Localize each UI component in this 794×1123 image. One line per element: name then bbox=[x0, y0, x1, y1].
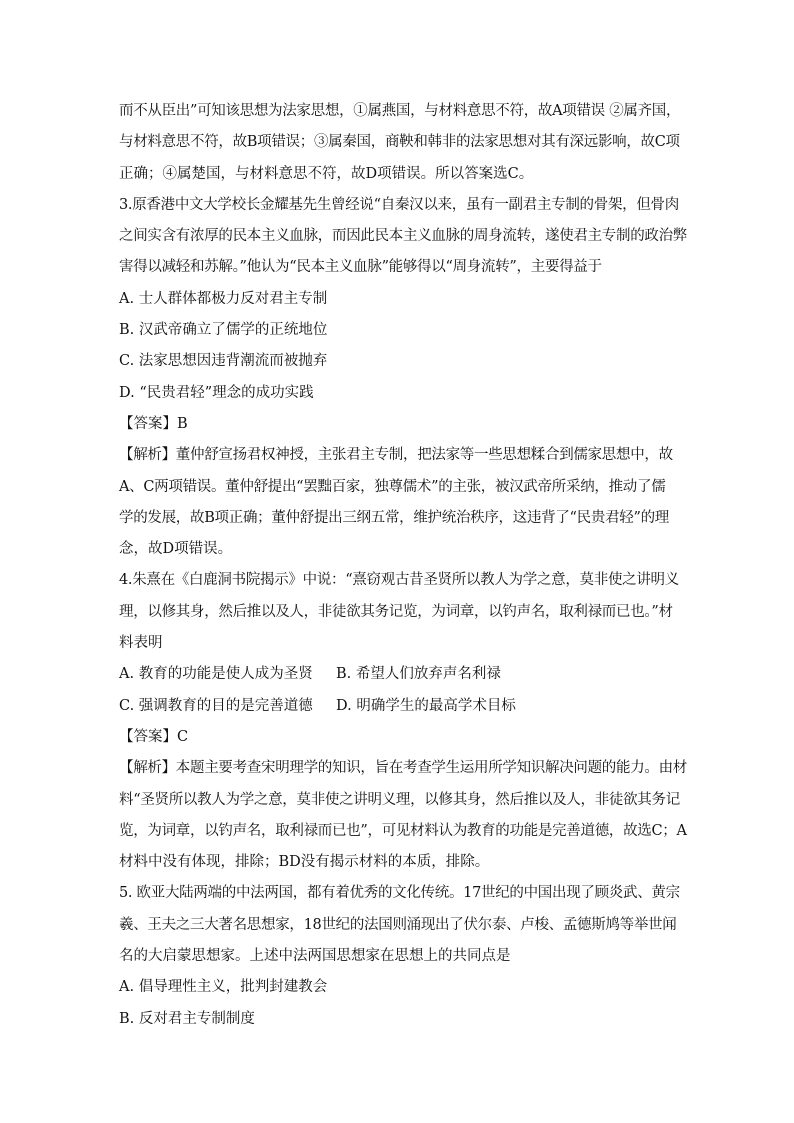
document-page bbox=[119, 96, 687, 1035]
option-row bbox=[119, 659, 679, 690]
question-4-stem: 4.朱熹在《白鹿洞书院揭示》中说：“熹窃观古昔圣贤所以教人为学之意，莫非使之讲明义 bbox=[119, 572, 679, 589]
option-a: A. 士人群体都极力反对君主专制 bbox=[119, 290, 328, 307]
option-row bbox=[119, 691, 679, 722]
answer-label: 【答案】C bbox=[119, 728, 189, 745]
question-5-stem: 名的大启蒙思想家。上述中法两国思想家在思想上的共同点是 bbox=[119, 948, 511, 965]
option-c: C. 强调教育的目的是完善道德 bbox=[119, 697, 313, 714]
question-3-stem: 害得以减轻和苏解。”他认为“民本主义血脉”能够得以“周身流转”，主要得益于 bbox=[119, 259, 602, 276]
option-a: A. 倡导理性主义，批判封建教会 bbox=[119, 979, 328, 996]
question-5-stem: 5. 欧亚大陆两端的中法两国，都有着优秀的文化传统。17世纪的中国出现了顾炎武、黄宗 bbox=[119, 885, 680, 902]
analysis-text: 学的发展，故B项正确；董仲舒提出三纲五常，维护统治秩序，这违背了“民贵君轻”的理 bbox=[119, 509, 669, 526]
text-line: 正确；④属楚国，与材料意思不符，故D项错误。所以答案选C。 bbox=[119, 165, 534, 182]
option-a: A. 教育的功能是使人成为圣贤 bbox=[119, 666, 313, 683]
text-line: 而不从臣出”可知该思想为法家思想，①属燕国，与材料意思不符，故A项错误 ②属齐国， bbox=[119, 103, 681, 119]
question-4-stem: 理，以修其身，然后推以及人，非徒欲其务记览，为词章，以钓声名，取利禄而已也。”材 bbox=[119, 603, 673, 620]
question-3-stem: 之间实含有浓厚的民本主义血脉，而因此民本主义血脉的周身流转，遂使君主专制的政治弊 bbox=[119, 228, 687, 245]
option-b: B. 希望人们放弃声名利禄 bbox=[336, 666, 501, 683]
analysis-text: A、C两项错误。董仲舒提出“罢黜百家，独尊儒术”的主张，被汉武帝所采纳，推动了儒 bbox=[119, 478, 666, 495]
analysis-text: 材料中没有体现，排除；BD没有揭示材料的本质，排除。 bbox=[119, 854, 490, 871]
option-c: C. 法家思想因违背潮流而被抛弃 bbox=[119, 353, 328, 370]
analysis-text: 【解析】本题主要考查宋明理学的知识，旨在考查学生运用所学知识解决问题的能力。由材 bbox=[119, 760, 687, 777]
answer-label: 【答案】B bbox=[119, 415, 188, 432]
question-3-stem: 3.原香港中文大学校长金耀基先生曾经说“自秦汉以来，虽有一副君主专制的骨架，但骨肉 bbox=[119, 196, 679, 213]
text-line: 与材料意思不符，故B项错误；③属秦国，商鞅和韩非的法家思想对其有深远影响，故C项 bbox=[119, 134, 680, 151]
option-b: B. 反对君主专制制度 bbox=[119, 1010, 255, 1027]
option-d: D. 明确学生的最高学术目标 bbox=[336, 697, 516, 714]
option-b: B. 汉武帝确立了儒学的正统地位 bbox=[119, 322, 328, 339]
analysis-text: 览，为词章，以钓声名，取利禄而已也”，可见材料认为教育的功能是完善道德，故选C；A bbox=[119, 822, 687, 839]
analysis-text: 料“圣贤所以教人为学之意，莫非使之讲明义理，以修其身，然后推以及人，非徒欲其务记 bbox=[119, 791, 680, 808]
analysis-text: 念，故D项错误。 bbox=[119, 541, 233, 558]
analysis-text: 【解析】董仲舒宣扬君权神授，主张君主专制，把法家等一些思想糅合到儒家思想中，故 bbox=[119, 447, 673, 464]
question-4-stem: 料表明 bbox=[119, 635, 163, 652]
question-5-stem: 羲、王夫之三大著名思想家，18世纪的法国则涌现出了伏尔泰、卢梭、孟德斯鸠等举世闻 bbox=[119, 916, 677, 933]
option-d: D. “民贵君轻”理念的成功实践 bbox=[119, 384, 314, 401]
